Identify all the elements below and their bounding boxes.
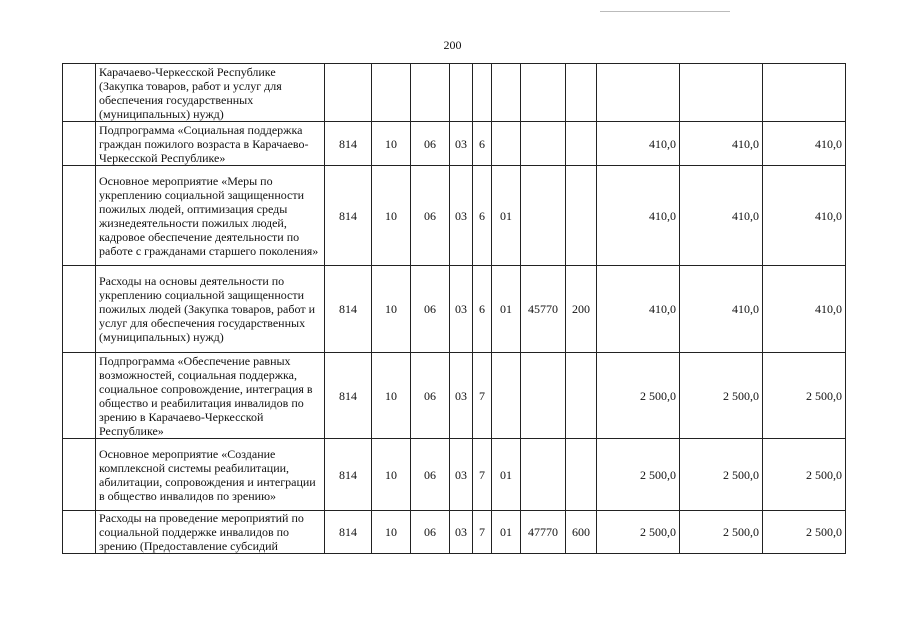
row-rz-cell: 10 [372,122,411,166]
row-p4-cell [521,122,566,166]
row-name-cell: Карачаево-Черкесской Республике (Закупка товаров, работ и услуг для обеспечения государственных (муниципальных) нужд) [96,64,325,122]
row-p4-cell [521,64,566,122]
table-row [63,511,846,554]
row-s1-cell: 2 500,0 [597,439,680,511]
row-s3-cell: 2 500,0 [763,511,846,554]
row-pr-cell: 06 [411,122,450,166]
row-grbs-cell [325,64,372,122]
row-s3-cell: 2 500,0 [763,439,846,511]
row-p3-cell: 01 [492,166,521,266]
scan-artifact-line [600,11,730,12]
row-p3-cell [492,64,521,122]
row-pr-cell: 06 [411,353,450,439]
row-p3-cell: 01 [492,266,521,353]
row-name-cell: Основное мероприятие «Меры по укреплению социальной защищенности пожилых людей, оптимизация среды жизнедеятельности пожилых людей, кадровое обеспечение деятельности по работе с гражданами старшего поколения» [96,166,325,266]
row-s1-cell: 410,0 [597,122,680,166]
row-s1-cell: 410,0 [597,166,680,266]
row-s3-cell: 410,0 [763,266,846,353]
row-p2-cell: 6 [473,166,492,266]
row-s1-cell: 2 500,0 [597,353,680,439]
row-s2-cell: 410,0 [680,266,763,353]
row-p4-cell [521,353,566,439]
row-vr-cell [566,353,597,439]
row-s2-cell: 410,0 [680,166,763,266]
row-s2-cell: 2 500,0 [680,511,763,554]
row-vr-cell [566,122,597,166]
row-grbs-cell: 814 [325,166,372,266]
row-s1-cell [597,64,680,122]
row-grbs-cell: 814 [325,439,372,511]
row-p1-cell: 03 [450,266,473,353]
row-pr-cell: 06 [411,266,450,353]
row-rz-cell: 10 [372,353,411,439]
row-p3-cell: 01 [492,511,521,554]
row-vr-cell: 600 [566,511,597,554]
row-name-cell: Подпрограмма «Социальная поддержка граждан пожилого возраста в Карачаево-Черкесской Республике» [96,122,325,166]
row-p4-cell: 45770 [521,266,566,353]
row-index-cell [63,511,96,554]
row-p4-cell [521,166,566,266]
row-rz-cell: 10 [372,511,411,554]
row-index-cell [63,353,96,439]
table-row [63,353,846,439]
row-vr-cell [566,439,597,511]
row-s2-cell: 410,0 [680,122,763,166]
row-s1-cell: 410,0 [597,266,680,353]
row-grbs-cell: 814 [325,353,372,439]
row-grbs-cell: 814 [325,511,372,554]
row-p4-cell [521,439,566,511]
row-s3-cell: 410,0 [763,122,846,166]
row-p2-cell: 7 [473,439,492,511]
row-s3-cell: 410,0 [763,166,846,266]
row-p1-cell: 03 [450,166,473,266]
row-pr-cell: 06 [411,439,450,511]
row-name-cell: Подпрограмма «Обеспечение равных возможностей, социальная поддержка, социальное сопровождение, интеграция в общество и реабилитация инвалидов по зрению в Карачаево-Черкесской Республике» [96,353,325,439]
row-p4-cell: 47770 [521,511,566,554]
row-p2-cell: 7 [473,511,492,554]
row-p1-cell: 03 [450,511,473,554]
row-vr-cell [566,64,597,122]
row-index-cell [63,64,96,122]
row-pr-cell: 06 [411,511,450,554]
row-rz-cell: 10 [372,439,411,511]
row-s3-cell: 2 500,0 [763,353,846,439]
row-p1-cell: 03 [450,122,473,166]
row-index-cell [63,439,96,511]
row-rz-cell: 10 [372,166,411,266]
row-index-cell [63,266,96,353]
row-s2-cell: 2 500,0 [680,439,763,511]
budget-table-body [63,64,846,554]
table-row [63,166,846,266]
row-name-cell: Основное мероприятие «Создание комплексной системы реабилитации, абилитации, сопровождения и интеграции в общество инвалидов по зрению» [96,439,325,511]
row-p1-cell: 03 [450,353,473,439]
row-p1-cell [450,64,473,122]
row-p1-cell: 03 [450,439,473,511]
row-p3-cell: 01 [492,439,521,511]
row-p3-cell [492,122,521,166]
row-vr-cell [566,166,597,266]
page-number: 200 [443,38,462,52]
row-s3-cell [763,64,846,122]
budget-table [62,63,846,554]
row-rz-cell [372,64,411,122]
row-pr-cell: 06 [411,166,450,266]
row-s2-cell: 2 500,0 [680,353,763,439]
row-name-cell: Расходы на проведение мероприятий по социальной поддержке инвалидов по зрению (Предоставление субсидий [96,511,325,554]
row-rz-cell: 10 [372,266,411,353]
row-p2-cell: 6 [473,266,492,353]
row-index-cell [63,122,96,166]
row-p2-cell: 7 [473,353,492,439]
row-s1-cell: 2 500,0 [597,511,680,554]
row-name-cell: Расходы на основы деятельности по укреплению социальной защищенности пожилых людей (Закупка товаров, работ и услуг для обеспечения государственных (муниципальных) нужд) [96,266,325,353]
table-row [63,439,846,511]
row-grbs-cell: 814 [325,266,372,353]
row-grbs-cell: 814 [325,122,372,166]
table-row [63,64,846,122]
row-p2-cell [473,64,492,122]
row-s2-cell [680,64,763,122]
row-vr-cell: 200 [566,266,597,353]
row-index-cell [63,166,96,266]
table-row [63,122,846,166]
table-row [63,266,846,353]
row-p3-cell [492,353,521,439]
row-pr-cell [411,64,450,122]
row-p2-cell: 6 [473,122,492,166]
